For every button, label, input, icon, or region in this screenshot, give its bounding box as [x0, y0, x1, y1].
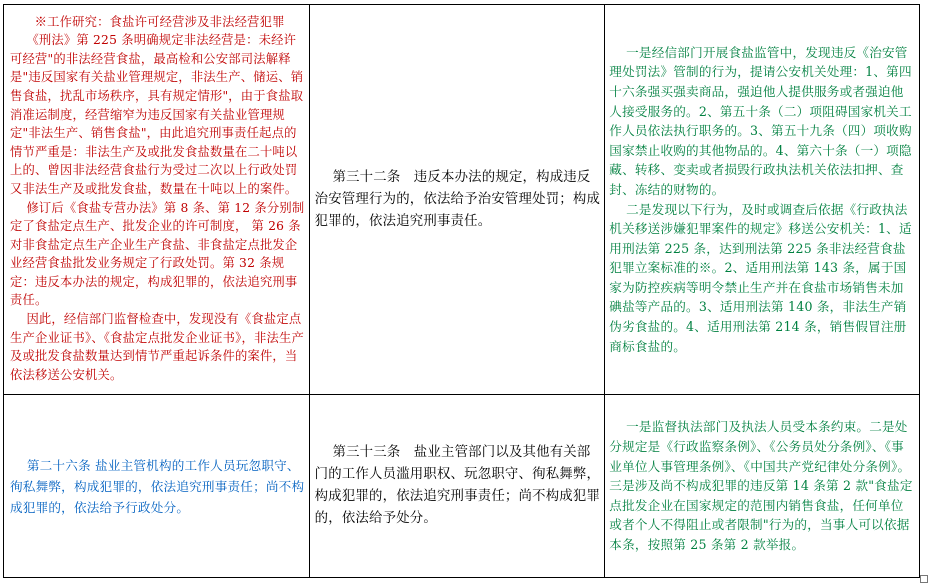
comparison-table [3, 4, 920, 578]
article-32-interpretation: 一是经信部门开展食盐监管中，发现违反《治安管理处罚法》管制的行为，提请公安机关处理：1、第四十六条强买强卖商品，强迫他人提供服务或者强迫他人接受服务的。2、第五十条（二）项阻碍国家机关工作人员依法执行职务的。3、第五十九条（四）项收购国家禁止收购的其他物品的。4、第六十条（一）项隐藏、转移、变卖或者损毁行政执法机关依法扣押、查封、冻结的财物的。 二是发现以下行为，及时或调查后依据《行政执法机关移送涉嫌犯罪案件的规定》移送公安机关：1、适用刑法第 225 条，达到刑法第 225 条非法经营食盐犯罪立案标准的※。2、适用刑法第 143 条，属于国家为防控疾病等明令禁止生产并在食盐市场销售未加碘盐等产品的。3、适用刑法第 140 条，非法生产销伪劣食盐的。4、适用刑法第 214 条，销售假冒注册商标食盐的。 [609, 44, 912, 354]
old-regulation-cell [4, 395, 310, 578]
article-33-text: 第三十三条 盐业主管部门以及其他有关部门的工作人员滥用职权、玩忽职守、徇私舞弊，构成犯罪的，依法追究刑事责任；尚不构成犯罪的，依法给予处分。 [314, 445, 601, 526]
interpretation-cell [605, 5, 920, 395]
table-row [4, 395, 920, 578]
table-row [4, 5, 920, 395]
work-research-note: ※工作研究：食盐许可经营涉及非法经营犯罪 《刑法》第 225 条明确规定非法经营是：未经许可经营"的非法经营食盐，最高检和公安部司法解释是"违反国家有关盐业管理规定，非法生产、储运、销售食盐，扰乱市场秩序，具有规定情形"，由于食盐取消准运制度，经营缩窄为违反国家有关盐业管理规定"非法生产、销售食盐"，由此追究刑事责任起点的情节严重是：非法生产及或批发食盐数量在二十吨以上的、曾因非法经营食盐行为受过二次以上行政处罚又非法生产及或批发食盐，数量在十吨以上的案件。 修订后《食盐专营办法》第 8 条、第 12 条分别制定了食盐定点生产、批发企业的许可制度， 第 26 条对非食盐定点生产企业生产食盐、非食盐定点批发企业经营食盐批发业务规定了行政处罚。第 32 条规定：违反本办法的规定，构成犯罪的，依法追究刑事责任。 因此，经信部门监督检查中，发现没有《食盐定点生产企业证书》、《食盐定点批发企业证书》，非法生产及或批发食盐数量达到情节严重起诉条件的案件，当依法移送公安机关。 [10, 14, 305, 382]
old-article-26-text: 第二十六条 盐业主管机构的工作人员玩忽职守、徇私舞弊，构成犯罪的，依法追究刑事责任；尚不构成犯罪的，依法给予行政处分。 [10, 457, 305, 515]
new-regulation-cell [309, 395, 605, 578]
interpretation-cell [605, 395, 920, 578]
old-regulation-cell [4, 5, 310, 395]
article-33-interpretation: 一是监督执法部门及执法人员受本条约束。二是处分规定是《行政监察条例》、《公务员处分条例》、《事业单位人事管理条例》、《中国共产党纪律处分条例》。三是涉及尚不构成犯罪的违反第 14 条第 2 款"食盐定点批发企业在国家规定的范围内销售食盐，任何单位或者个人不得阻止或者限制"行为的，当事人可以依据本条，按照第 25 条第 2 款举报。 [609, 419, 913, 552]
article-32-text: 第三十二条 违反本办法的规定，构成违反治安管理行为的，依法给予治安管理处罚；构成犯罪的，依法追究刑事责任。 [314, 169, 601, 229]
table-resize-handle[interactable] [920, 575, 928, 583]
new-regulation-cell [309, 5, 605, 395]
